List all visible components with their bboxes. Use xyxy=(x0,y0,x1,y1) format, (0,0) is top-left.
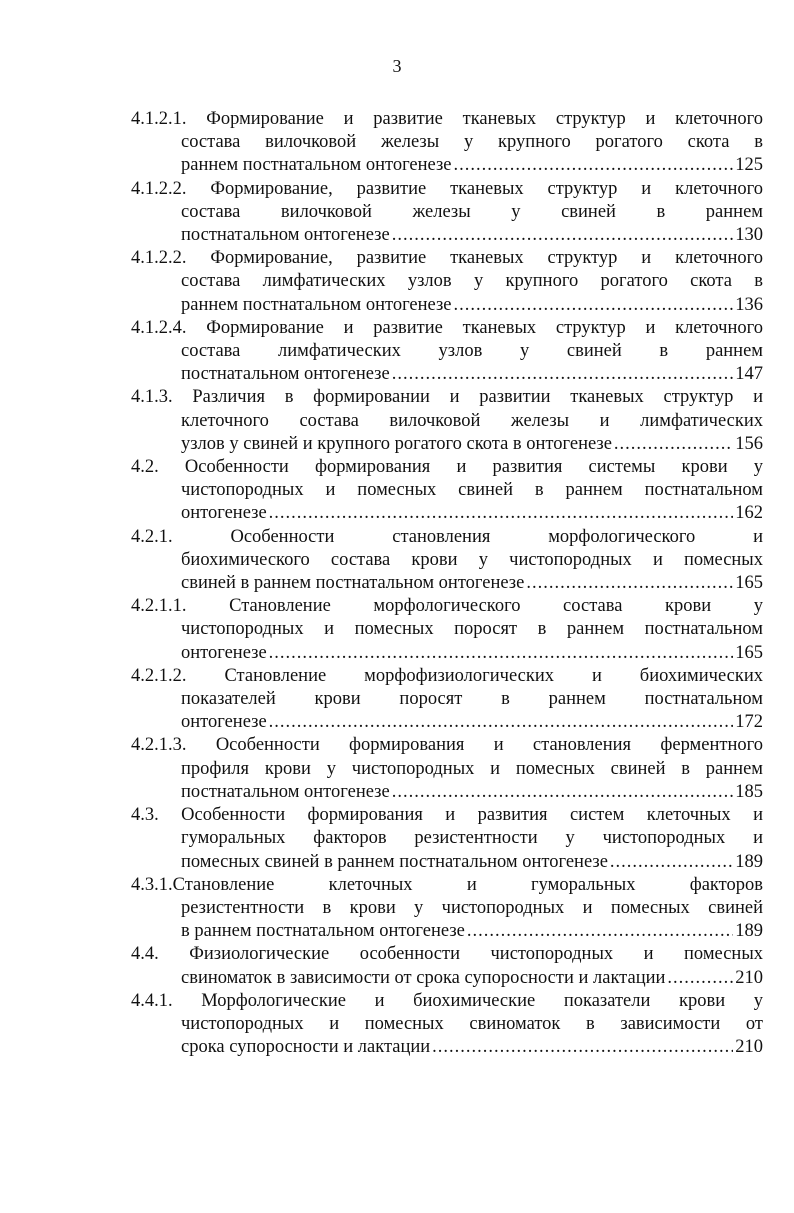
toc-entry-text: клеточного состава вилочковой железы и лимфатических xyxy=(181,410,763,431)
dot-leader xyxy=(269,711,734,734)
dot-leader xyxy=(392,224,734,247)
toc-entry-text: 4.2.1.1. Становление морфологического состава крови у xyxy=(131,596,763,617)
toc-entry-line xyxy=(131,618,763,641)
toc-entry-last-line xyxy=(131,433,763,456)
toc-entry-last-line xyxy=(131,851,763,874)
toc-entry-text: резистентности в крови у чистопородных и помесных свиней xyxy=(181,897,763,918)
toc-entry[interactable] xyxy=(131,526,763,596)
toc-entry-line xyxy=(131,734,763,757)
toc-page-number: 130 xyxy=(735,225,763,246)
toc-entry[interactable] xyxy=(131,874,763,944)
toc-page-number: 165 xyxy=(735,642,763,663)
dot-leader xyxy=(610,851,733,874)
toc-entry-text: 4.1.2.2. Формирование, развитие тканевых структур и клеточного xyxy=(131,178,763,199)
toc-entry-text: онтогенезе xyxy=(181,712,267,733)
toc-entry-line xyxy=(131,549,763,572)
dot-leader xyxy=(392,363,734,386)
toc-entry-line xyxy=(131,1013,763,1036)
toc-entry-line xyxy=(131,178,763,201)
toc-entry-text: свиноматок в зависимости от срока супоросности и лактации xyxy=(181,967,666,988)
toc-entry-line xyxy=(131,201,763,224)
toc-entry-text: 4.2. Особенности формирования и развития системы крови у xyxy=(131,457,763,478)
toc-entry-text: раннем постнатальном онтогенезе xyxy=(181,294,452,315)
dot-leader xyxy=(269,502,734,525)
toc-page-number: 162 xyxy=(735,503,763,524)
toc-entry-last-line xyxy=(131,711,763,734)
toc-entry-line xyxy=(131,990,763,1013)
toc-entry-text: онтогенезе xyxy=(181,642,267,663)
toc-entry-last-line xyxy=(131,572,763,595)
dot-leader xyxy=(269,642,734,665)
toc-entry-line xyxy=(131,108,763,131)
toc-entry-text: 4.1.2.2. Формирование, развитие тканевых структур и клеточного xyxy=(131,248,763,269)
toc-page-number: 189 xyxy=(735,851,763,872)
dot-leader xyxy=(526,572,733,595)
toc-entry-last-line xyxy=(131,154,763,177)
toc-entry-text: состава вилочковой железы у крупного рогатого скота в xyxy=(181,132,763,153)
toc-entry[interactable] xyxy=(131,665,763,735)
toc-entry-text: 4.3.1.Становление клеточных и гуморальных факторов xyxy=(131,874,763,895)
toc-entry-line xyxy=(131,456,763,479)
toc-entry-line xyxy=(131,897,763,920)
toc-entry[interactable] xyxy=(131,317,763,387)
toc-page-number: 125 xyxy=(735,155,763,176)
toc-entry-line xyxy=(131,665,763,688)
toc-entry-text: помесных свиней в раннем постнатальном онтогенезе xyxy=(181,851,608,872)
toc-entry-text: узлов у свиней и крупного рогатого скота в онтогенезе xyxy=(181,433,612,454)
toc-entry[interactable] xyxy=(131,456,763,526)
toc-entry-text: состава вилочковой железы у свиней в раннем xyxy=(181,201,763,222)
toc-entry-text: состава лимфатических узлов у крупного рогатого скота в xyxy=(181,271,763,292)
dot-leader xyxy=(667,967,733,990)
toc-entry[interactable] xyxy=(131,990,763,1060)
toc-entry-text: показателей крови поросят в раннем постнатальном xyxy=(181,689,763,710)
toc-entry[interactable] xyxy=(131,178,763,248)
toc-entry-last-line xyxy=(131,224,763,247)
toc-page-number: 210 xyxy=(735,1037,763,1058)
toc-entry[interactable] xyxy=(131,804,763,874)
toc-entry-line xyxy=(131,340,763,363)
toc-page-number: 136 xyxy=(735,294,763,315)
toc-entry-last-line xyxy=(131,294,763,317)
dot-leader xyxy=(453,294,733,317)
toc-page-number: 156 xyxy=(735,433,763,454)
toc-entry-text: 4.3. Особенности формирования и развития систем клеточных и xyxy=(131,805,763,826)
toc-entry-last-line xyxy=(131,967,763,990)
toc-entry-line xyxy=(131,595,763,618)
toc-entry[interactable] xyxy=(131,386,763,456)
toc-entry-line xyxy=(131,943,763,966)
toc-entry-line xyxy=(131,386,763,409)
toc-entry-text: постнатальном онтогенезе xyxy=(181,364,390,385)
toc-entry-line xyxy=(131,317,763,340)
toc-entry-text: раннем постнатальном онтогенезе xyxy=(181,155,452,176)
toc-entry-line xyxy=(131,270,763,293)
toc-entry-last-line xyxy=(131,502,763,525)
toc-entry-text: онтогенезе xyxy=(181,503,267,524)
toc-entry-line xyxy=(131,758,763,781)
toc-entry-line xyxy=(131,479,763,502)
toc-entry[interactable] xyxy=(131,595,763,665)
toc-entry[interactable] xyxy=(131,734,763,804)
toc-entry-text: чистопородных и помесных свиней в раннем постнатальном xyxy=(181,480,763,501)
toc-entry-text: срока супоросности и лактации xyxy=(181,1037,431,1058)
table-of-contents xyxy=(131,108,763,1059)
toc-entry-text: 4.2.1.3. Особенности формирования и становления ферментного xyxy=(131,735,763,756)
toc-entry-text: профиля крови у чистопородных и помесных свиней в раннем xyxy=(181,758,763,779)
toc-entry-last-line xyxy=(131,363,763,386)
toc-entry-line xyxy=(131,688,763,711)
page-number: 3 xyxy=(392,56,402,76)
toc-entry-last-line xyxy=(131,1036,763,1059)
toc-entry-text: постнатальном онтогенезе xyxy=(181,781,390,802)
toc-entry-text: чистопородных и помесных поросят в раннем постнатальном xyxy=(181,619,763,640)
toc-entry-line xyxy=(131,874,763,897)
toc-entry-text: 4.4.1. Морфологические и биохимические показатели крови у xyxy=(131,990,763,1011)
toc-entry-text: 4.1.2.4. Формирование и развитие тканевых структур и клеточного xyxy=(131,317,763,338)
dot-leader xyxy=(432,1036,733,1059)
toc-entry-text: чистопородных и помесных свиноматок в зависимости от xyxy=(181,1013,763,1034)
dot-leader xyxy=(614,433,733,456)
toc-entry-text: 4.2.1. Особенности становления морфологического и xyxy=(131,526,763,547)
toc-entry-line xyxy=(131,410,763,433)
toc-entry-line xyxy=(131,526,763,549)
toc-entry-line xyxy=(131,827,763,850)
toc-entry[interactable] xyxy=(131,108,763,178)
toc-entry-last-line xyxy=(131,642,763,665)
toc-page-number: 210 xyxy=(735,967,763,988)
toc-entry-text: 4.1.2.1. Формирование и развитие тканевых структур и клеточного xyxy=(131,109,763,129)
toc-entry-text: биохимического состава крови у чистопородных и помесных xyxy=(181,549,763,570)
toc-entry-text: 4.2.1.2. Становление морфофизиологических и биохимических xyxy=(131,665,763,686)
toc-entry-line xyxy=(131,247,763,270)
toc-entry-text: свиней в раннем постнатальном онтогенезе xyxy=(181,573,525,594)
toc-entry-line xyxy=(131,804,763,827)
toc-entry-text: постнатальном онтогенезе xyxy=(181,225,390,246)
toc-entry[interactable] xyxy=(131,247,763,317)
toc-page-number: 165 xyxy=(735,573,763,594)
dot-leader xyxy=(392,781,734,804)
toc-entry-text: гуморальных факторов резистентности у чистопородных и xyxy=(181,828,763,849)
toc-entry-last-line xyxy=(131,781,763,804)
toc-entry-text: в раннем постнатальном онтогенезе xyxy=(181,921,465,942)
toc-page-number: 185 xyxy=(735,781,763,802)
dot-leader xyxy=(467,920,733,943)
toc-entry-line xyxy=(131,131,763,154)
toc-page-number: 172 xyxy=(735,712,763,733)
toc-entry-text: 4.4. Физиологические особенности чистопородных и помесных xyxy=(131,944,763,965)
dot-leader xyxy=(453,154,733,177)
toc-entry-text: состава лимфатических узлов у свиней в раннем xyxy=(181,341,763,362)
toc-entry-last-line xyxy=(131,920,763,943)
toc-entry-text: 4.1.3. Различия в формировании и развитии тканевых структур и xyxy=(131,387,763,408)
toc-page-number: 189 xyxy=(735,921,763,942)
toc-page-number: 147 xyxy=(735,364,763,385)
toc-entry[interactable] xyxy=(131,943,763,989)
